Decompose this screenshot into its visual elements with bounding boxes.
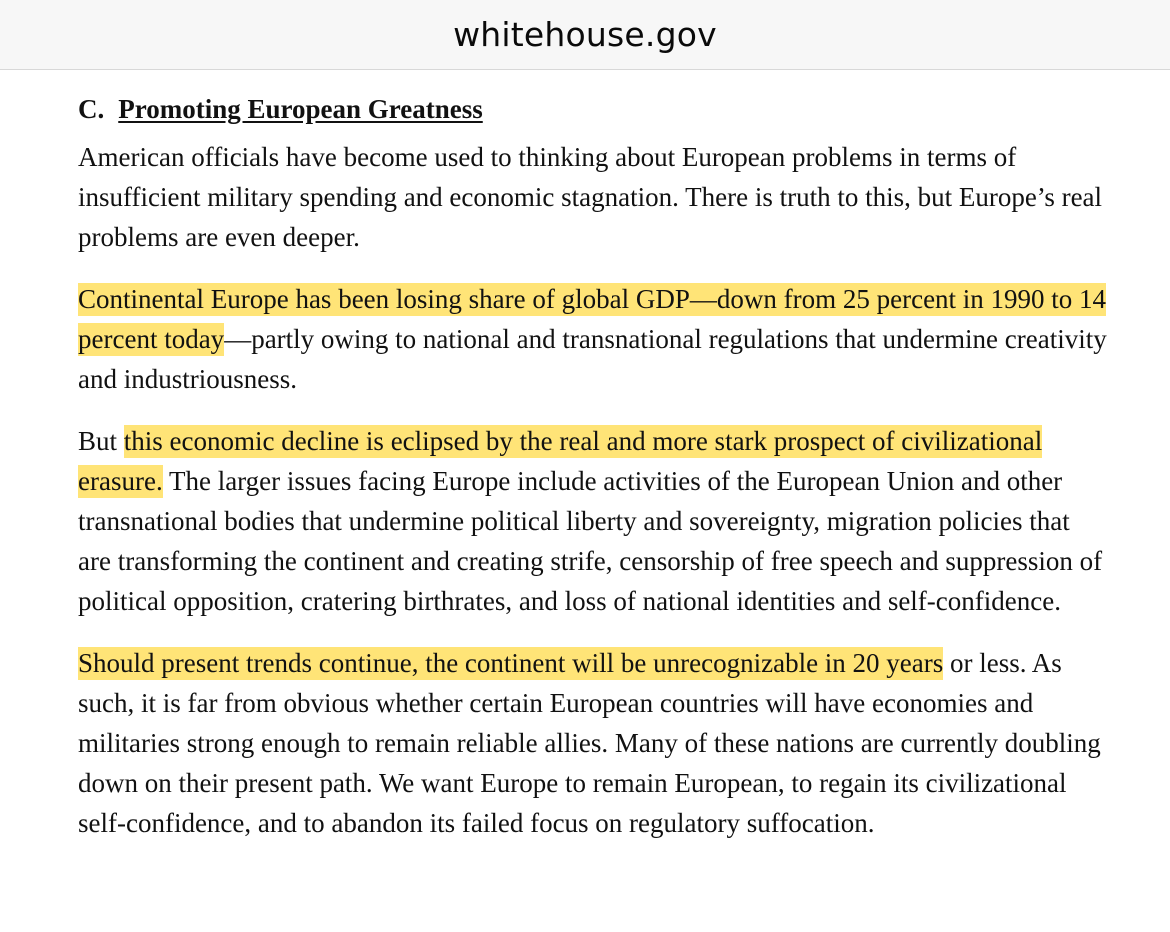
paragraph-text: American officials have become used to thinking about European problems in terms of insufficient military spending and economic stagnation. There is truth to this, but Europe’s real problems are even deeper.	[78, 142, 1103, 253]
document-paragraph	[78, 137, 1108, 257]
site-title: whitehouse.gov	[453, 15, 717, 54]
document-content	[0, 70, 1170, 843]
highlighted-text: Continental Europe has been losing share of global GDP—down from 25 percent in 1990 to 14 percent today	[78, 284, 1107, 355]
paragraph-text: The larger issues facing Europe include activities of the European Union and other transnational bodies that undermine political liberty and sovereignty, migration policies that are transforming the continent and creating strife, censorship of free speech and suppression of political opposition, cratering birthrates, and loss of national identities and self-confidence.	[78, 466, 1103, 617]
document-paragraph	[78, 279, 1108, 399]
paragraph-text: But	[78, 426, 124, 457]
paragraph-text: —partly owing to national and transnational regulations that undermine creativity and industriousness.	[78, 324, 1107, 395]
section-title: Promoting European Greatness	[118, 94, 483, 124]
paragraph-list	[78, 137, 1108, 843]
highlighted-text: Should present trends continue, the continent will be unrecognizable in 20 years	[78, 648, 944, 679]
highlighted-text: this economic decline is eclipsed by the real and more stark prospect of civilizational erasure.	[78, 426, 1043, 497]
document-paragraph	[78, 421, 1108, 621]
site-header-bar	[0, 0, 1170, 70]
section-heading	[78, 92, 1108, 127]
paragraph-text: or less. As such, it is far from obvious whether certain European countries will have economies and militaries strong enough to remain reliable allies. Many of these nations are currently doubling down on their present path. We want Europe to remain European, to regain its civilizational self-confidence, and to abandon its failed focus on regulatory suffocation.	[78, 648, 1101, 839]
document-paragraph	[78, 643, 1108, 843]
section-letter: C.	[78, 94, 105, 124]
